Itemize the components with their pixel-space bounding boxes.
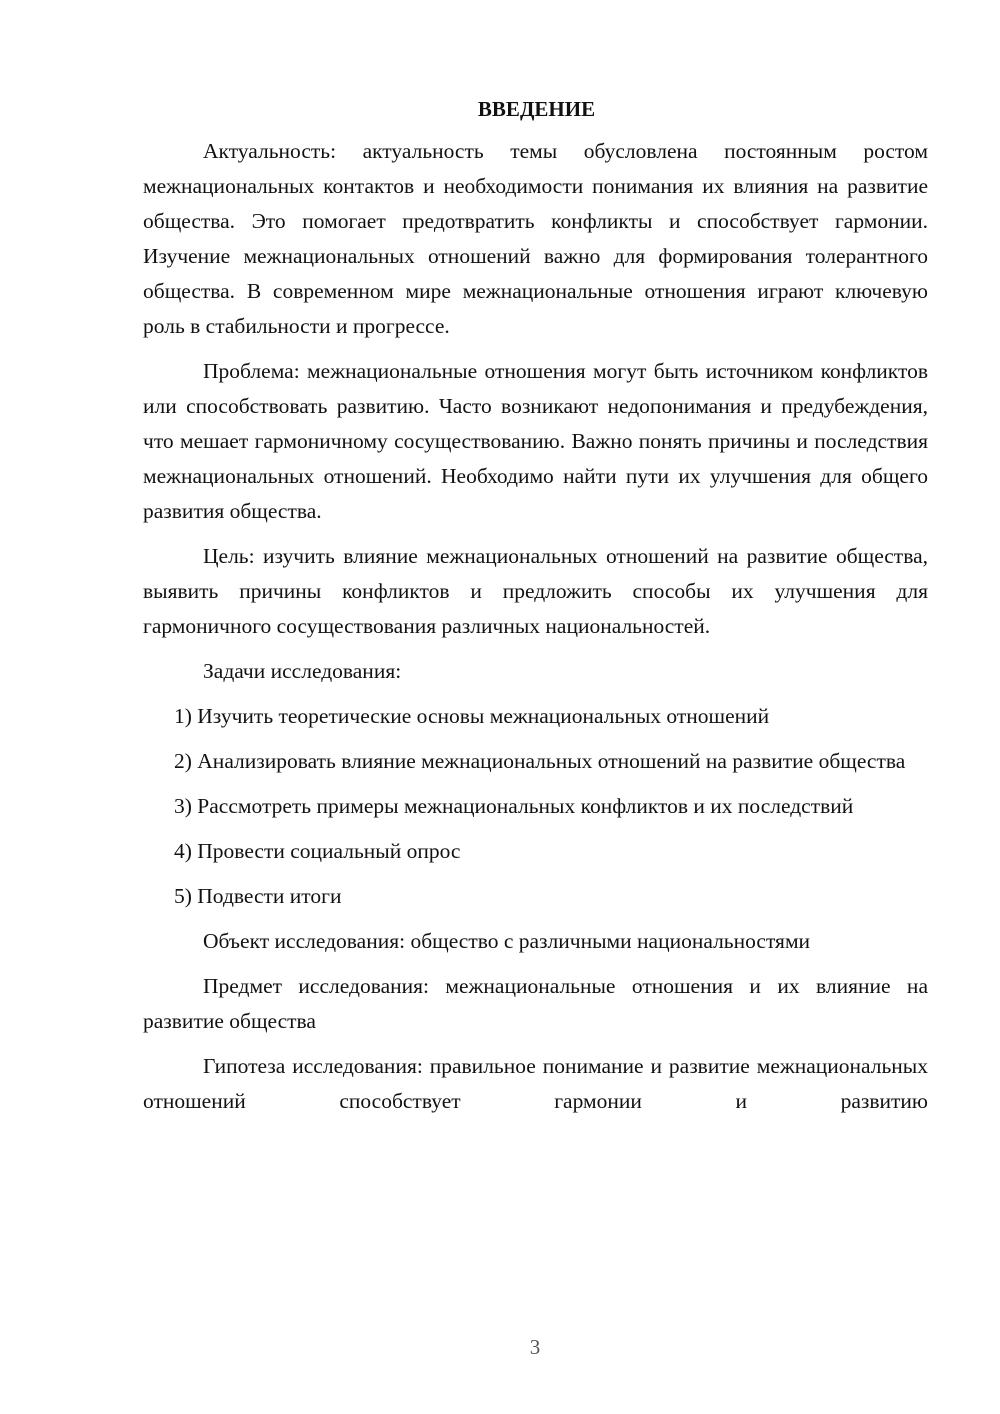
task-item: 1) Изучить теоретические основы межнациональных отношений: [174, 704, 770, 728]
paragraph-hypothesis: Гипотеза исследования: правильное понимание и развитие межнациональных отношений способствует гармонии и развитию: [143, 1054, 928, 1113]
page-body: [143, 94, 928, 1129]
paragraph-goal: Цель: изучить влияние межнациональных отношений на развитие общества, выявить причины конфликтов и предложить способы их улучшения для гармоничного сосуществования различных национальностей.: [143, 544, 928, 638]
task-item: 2) Анализировать влияние межнациональных отношений на развитие общества: [174, 749, 906, 773]
task-item: 4) Провести социальный опрос: [174, 839, 461, 863]
task-item: 3) Рассмотреть примеры межнациональных конфликтов и их последствий: [174, 794, 854, 818]
paragraph-subject: Предмет исследования: межнациональные отношения и их влияние на развитие общества: [143, 974, 928, 1033]
paragraph-relevance: Актуальность: актуальность темы обусловлена постоянным ростом межнациональных контактов и необходимости понимания их влияния на развитие общества. Это помогает предотвратить конфликты и способствует гармонии. Изучение межнациональных отношений важно для формирования толерантного общества. В современном мире межнациональные отношения играют ключевую роль в стабильности и прогрессе.: [143, 139, 928, 338]
page-number: 3: [529, 1335, 541, 1359]
paragraph-problem: Проблема: межнациональные отношения могут быть источником конфликтов или способствовать развитию. Часто возникают недопонимания и предубеждения, что мешает гармоничному сосуществованию. Важно понять причины и последствия межнациональных отношений. Необходимо найти пути их улучшения для общего развития общества.: [143, 359, 928, 523]
paragraph-object: Объект исследования: общество с различными национальностями: [203, 929, 811, 953]
task-item: 5) Подвести итоги: [174, 884, 342, 908]
page-title: ВВЕДЕНИЕ: [477, 97, 596, 121]
tasks-heading: Задачи исследования:: [203, 659, 402, 683]
